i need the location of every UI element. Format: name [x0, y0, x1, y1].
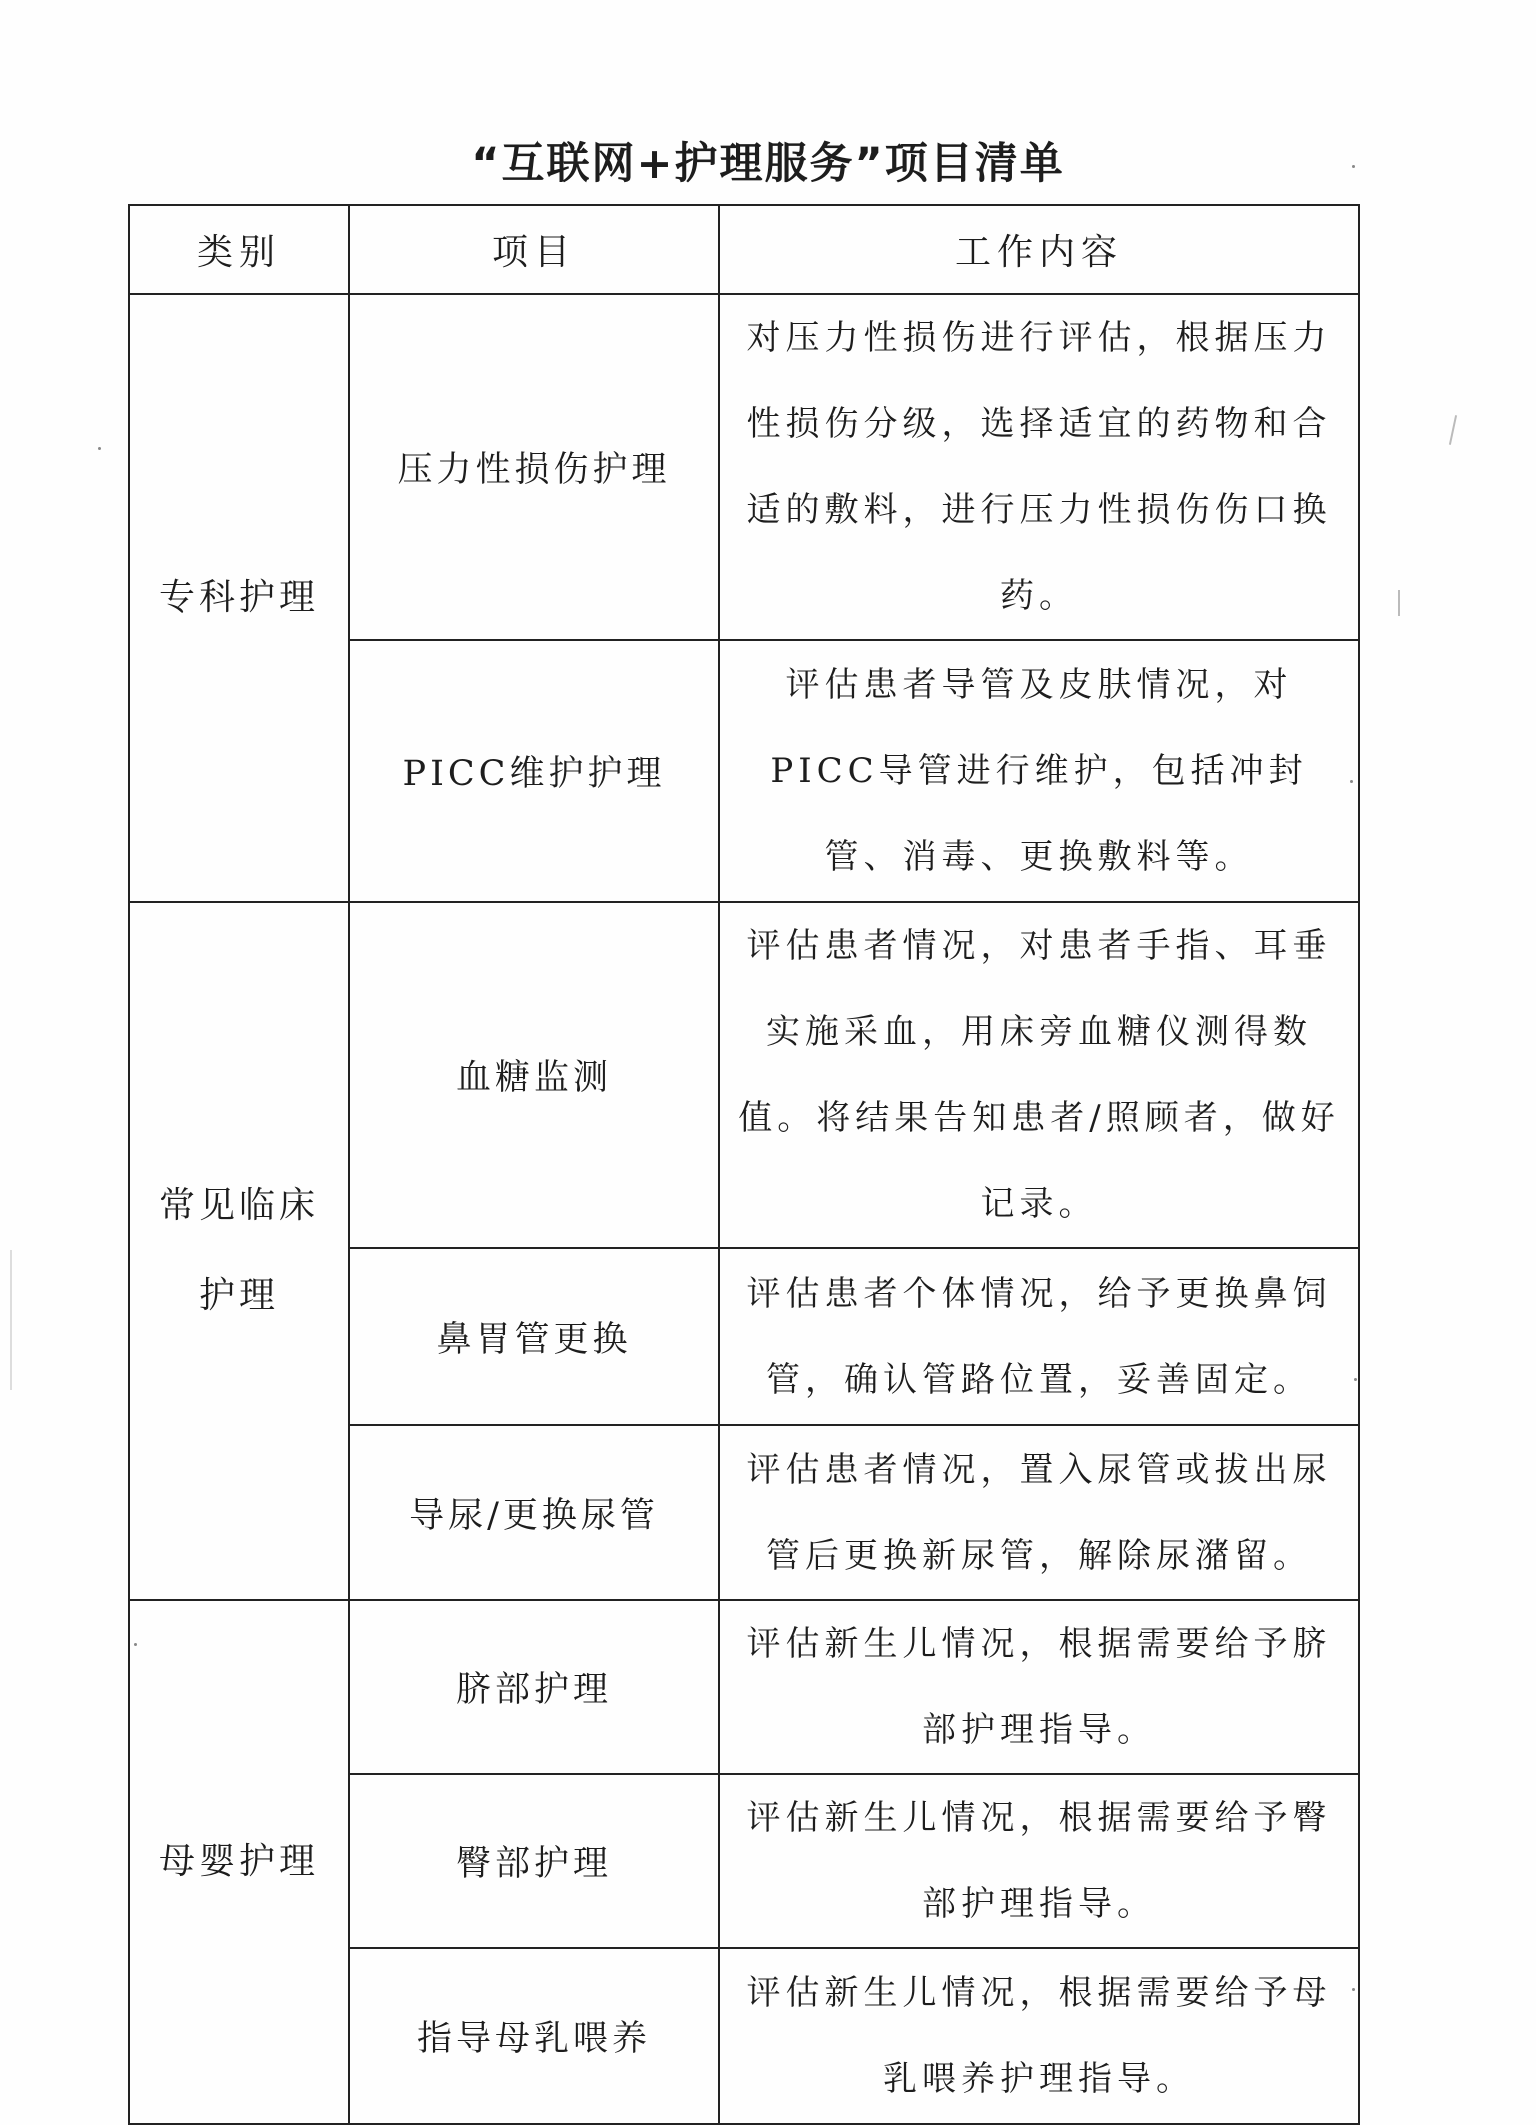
table-header-row — [129, 205, 1359, 294]
category-cell: 常见临床护理 — [129, 902, 349, 1600]
item-cell: 血糖监测 — [349, 902, 719, 1248]
scan-speck — [134, 1643, 137, 1646]
item-cell: 鼻胃管更换 — [349, 1248, 719, 1425]
content-cell: 对压力性损伤进行评估，根据压力性损伤分级，选择适宜的药物和合适的敷料，进行压力性损伤伤口换药。 — [719, 294, 1359, 640]
scan-smudge — [1449, 415, 1457, 445]
item-cell: 脐部护理 — [349, 1600, 719, 1774]
category-cell: 母婴护理 — [129, 1600, 349, 2124]
item-cell: 压力性损伤护理 — [349, 294, 719, 640]
scan-speck — [1352, 165, 1355, 168]
header-content: 工作内容 — [719, 205, 1359, 294]
service-items-table — [128, 204, 1360, 2125]
table-row — [129, 294, 1359, 640]
scan-speck — [1350, 780, 1353, 783]
scan-smudge — [1398, 590, 1400, 616]
scan-smudge — [10, 1250, 12, 1390]
content-cell: 评估患者个体情况，给予更换鼻饲管，确认管路位置，妥善固定。 — [719, 1248, 1359, 1425]
content-cell: 评估新生儿情况，根据需要给予母乳喂养护理指导。 — [719, 1948, 1359, 2124]
item-cell: 臀部护理 — [349, 1774, 719, 1948]
item-cell: PICC维护护理 — [349, 640, 719, 902]
item-cell: 指导母乳喂养 — [349, 1948, 719, 2124]
content-cell: 评估患者情况，置入尿管或拔出尿管后更换新尿管，解除尿潴留。 — [719, 1425, 1359, 1600]
content-cell: 评估新生儿情况，根据需要给予脐部护理指导。 — [719, 1600, 1359, 1774]
content-cell: 评估患者情况，对患者手指、耳垂实施采血，用床旁血糖仪测得数值。将结果告知患者/照顾者，做好记录。 — [719, 902, 1359, 1248]
scan-speck — [98, 447, 101, 450]
table-row — [129, 902, 1359, 1248]
content-cell: 评估患者导管及皮肤情况，对PICC导管进行维护，包括冲封管、消毒、更换敷料等。 — [719, 640, 1359, 902]
scan-speck — [1352, 1988, 1355, 1991]
item-cell: 导尿/更换尿管 — [349, 1425, 719, 1600]
document-title: “互联网+护理服务”项目清单 — [471, 139, 1065, 189]
table-row — [129, 1600, 1359, 1774]
scan-speck — [1354, 1378, 1357, 1381]
header-item: 项目 — [349, 205, 719, 294]
header-category: 类别 — [129, 205, 349, 294]
content-cell: 评估新生儿情况，根据需要给予臀部护理指导。 — [719, 1774, 1359, 1948]
category-cell: 专科护理 — [129, 294, 349, 902]
